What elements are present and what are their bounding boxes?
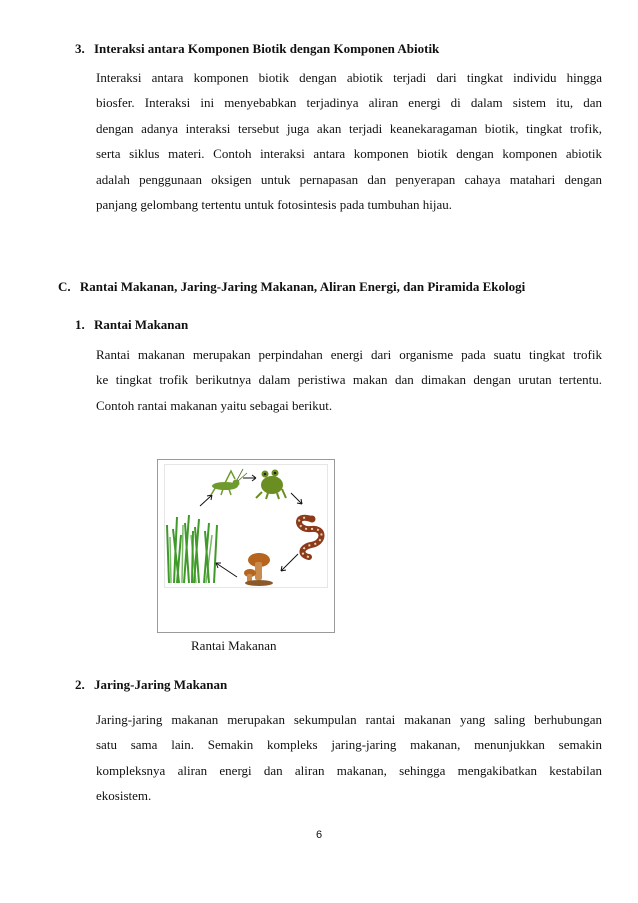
paragraph-line: satu sama lain. Semakin kompleks jaring-jaring makanan, menunjukkan semakin <box>96 737 602 753</box>
section-c-heading <box>58 279 525 295</box>
arrow-frog-to-snake-icon <box>291 493 302 504</box>
food-chain-illustration <box>165 465 327 587</box>
grasshopper-icon <box>211 469 247 495</box>
section-3-number: 3. <box>75 41 85 56</box>
frog-icon <box>256 470 286 500</box>
food-chain-figure <box>157 459 335 633</box>
subsection-1-paragraph <box>96 342 602 418</box>
arrow-grasshopper-to-frog-icon <box>243 475 256 481</box>
paragraph-line: adalah penggunaan oksigen untuk pernapasan dan penyerapan cahaya matahari dengan <box>96 171 602 187</box>
snake-icon <box>299 516 322 558</box>
subsection-1-title: Rantai Makanan <box>94 317 189 332</box>
paragraph-line: kompleksnya aliran energi dan aliran makanan, sehingga mengakibatkan kestabilan <box>96 762 602 778</box>
subsection-1-heading <box>75 317 188 333</box>
arrow-grass-to-grasshopper-icon <box>200 495 212 506</box>
paragraph-line: Rantai makanan merupakan perpindahan energi dari organisme pada suatu tingkat trofik <box>96 347 602 362</box>
paragraph-line: dengan adanya interaksi tersebut juga akan terjadi keanekaragaman biotik, tingkat trofik, <box>96 120 602 136</box>
subsection-2-title: Jaring-Jaring Makanan <box>94 677 228 692</box>
paragraph-line: Interaksi antara komponen biotik dengan abiotik terjadi dari tingkat individu hingga <box>96 70 602 85</box>
arrow-mushroom-to-grass-icon <box>216 563 237 577</box>
arrow-snake-to-mushroom-icon <box>281 554 298 571</box>
paragraph-line: biosfer. Interaksi ini menyebabkan terjadinya aliran energi di dalam sistem itu, dan <box>96 95 602 111</box>
section-3-title: Interaksi antara Komponen Biotik dengan Komponen Abiotik <box>94 41 440 56</box>
section-3-heading <box>75 41 439 57</box>
section-c-title: Rantai Makanan, Jaring-Jaring Makanan, Aliran Energi, dan Piramida Ekologi <box>79 279 526 294</box>
subsection-2-paragraph <box>96 707 602 809</box>
paragraph-line: ekosistem. <box>96 788 152 804</box>
page-number: 6 <box>315 829 323 841</box>
section-c-letter: C. <box>58 279 71 294</box>
paragraph-line: Contoh rantai makanan yaitu sebagai berikut. <box>96 397 333 413</box>
section-3-paragraph <box>96 65 602 217</box>
food-chain-image <box>164 464 328 588</box>
paragraph-line: ke tingkat trofik berikutnya dalam peristiwa makan dan dimakan dengan urutan tertentu. <box>96 372 602 388</box>
paragraph-line: serta siklus materi. Contoh interaksi antara komponen biotik dengan komponen abiotik <box>96 146 602 162</box>
subsection-2-heading <box>75 677 227 693</box>
figure-caption: Rantai Makanan <box>191 638 277 653</box>
mushroom-icon <box>244 553 273 586</box>
subsection-1-number: 1. <box>75 317 85 332</box>
subsection-2-number: 2. <box>75 677 85 692</box>
paragraph-line: Jaring-jaring makanan merupakan sekumpulan rantai makanan yang saling berhubungan <box>96 712 602 727</box>
grass-icon <box>167 515 217 583</box>
paragraph-line: panjang gelombang tertentu untuk fotosintesis pada tumbuhan hijau. <box>96 197 452 213</box>
